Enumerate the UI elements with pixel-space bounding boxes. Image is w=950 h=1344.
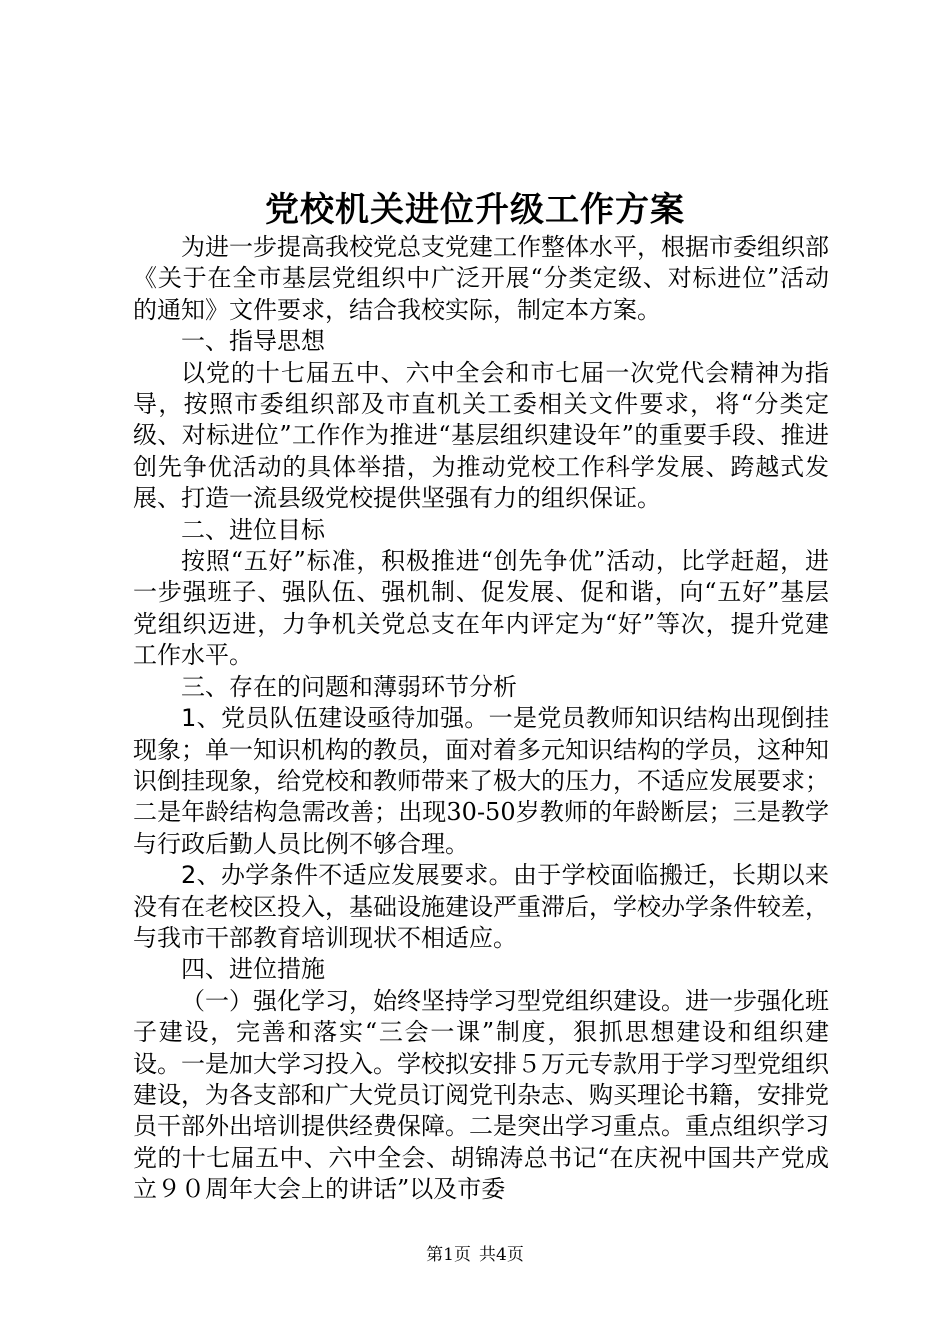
paragraph — [133, 703, 829, 860]
paragraph-text: 进一步强化班子建设，完善和落实“三会一课”制度，狠抓思想建设和组织建设。一是加大学习投入。学校拟安排５万元专款用于学习型党组织建设，为各支部和广大党员订阅党刊杂志、购买理论书籍，安排党员干部外出培训提供经费保障。二是突出学习重点。重点组织学习党的十七届五中、六中全会、胡锦涛总书记“在庆祝中国共产党成立９０周年大会上的讲话”以及市委 — [133, 986, 829, 1204]
paragraph — [133, 546, 829, 672]
paragraph-intro — [133, 232, 829, 326]
page-number: 第1页 — [426, 1245, 471, 1265]
paragraph-text: 按照“五好”标准，积极推进“创先争优”活动，比学赶超，进一步强班子、强队伍、强机制、促发展、促和谐，向“五好”基层党组织迈进，力争机关党总支在年内评定为“好”等次，提升党建工作水平。 — [133, 547, 829, 670]
section-heading: 三、存在的问题和薄弱环节分析 — [181, 672, 517, 701]
paragraph-lead: （一）强化学习，始终坚持学习型党组织建设。 — [181, 986, 685, 1015]
section-heading: 四、进位措施 — [181, 955, 325, 984]
page-total: 共4页 — [479, 1245, 524, 1265]
paragraph-text: 由于学校面临搬迁，长期以来没有在老校区投入，基础设施建设严重滞后，学校办学条件较差，与我市干部教育培训现状不相适应。 — [133, 861, 829, 952]
paragraph — [133, 860, 829, 954]
page-footer — [0, 1244, 950, 1266]
section-heading: 二、进位目标 — [181, 515, 325, 544]
paragraph-lead: 1、党员队伍建设亟待加强。 — [181, 704, 489, 733]
paragraph-text: 为进一步提高我校党总支党建工作整体水平，根据市委组织部《关于在全市基层党组织中广泛开展“分类定级、对标进位”活动的通知》文件要求，结合我校实际，制定本方案。 — [133, 233, 829, 324]
paragraph — [133, 986, 829, 1206]
document-body — [133, 232, 829, 1206]
paragraph — [133, 358, 829, 515]
paragraph-text: 以党的十七届五中、六中全会和市七届一次党代会精神为指导，按照市委组织部及市直机关工委相关文件要求，将“分类定级、对标进位”工作作为推进“基层组织建设年”的重要手段、推进创先争优活动的具体举措，为推动党校工作科学发展、跨越式发展、打造一流县级党校提供坚强有力的组织保证。 — [133, 358, 829, 513]
paragraph-lead: 2、办学条件不适应发展要求。 — [181, 861, 513, 890]
section-heading: 一、指导思想 — [181, 327, 325, 356]
paragraph-text: 一是党员教师知识结构出现倒挂现象；单一知识机构的教员，面对着多元知识结构的学员，这种知识倒挂现象，给党校和教师带来了极大的压力，不适应发展要求；二是年龄结构急需改善；出现30-50岁教师的年龄断层；三是教学与行政后勤人员比例不够合理。 — [133, 704, 829, 858]
document-title: 党校机关进位升级工作方案 — [265, 190, 685, 230]
